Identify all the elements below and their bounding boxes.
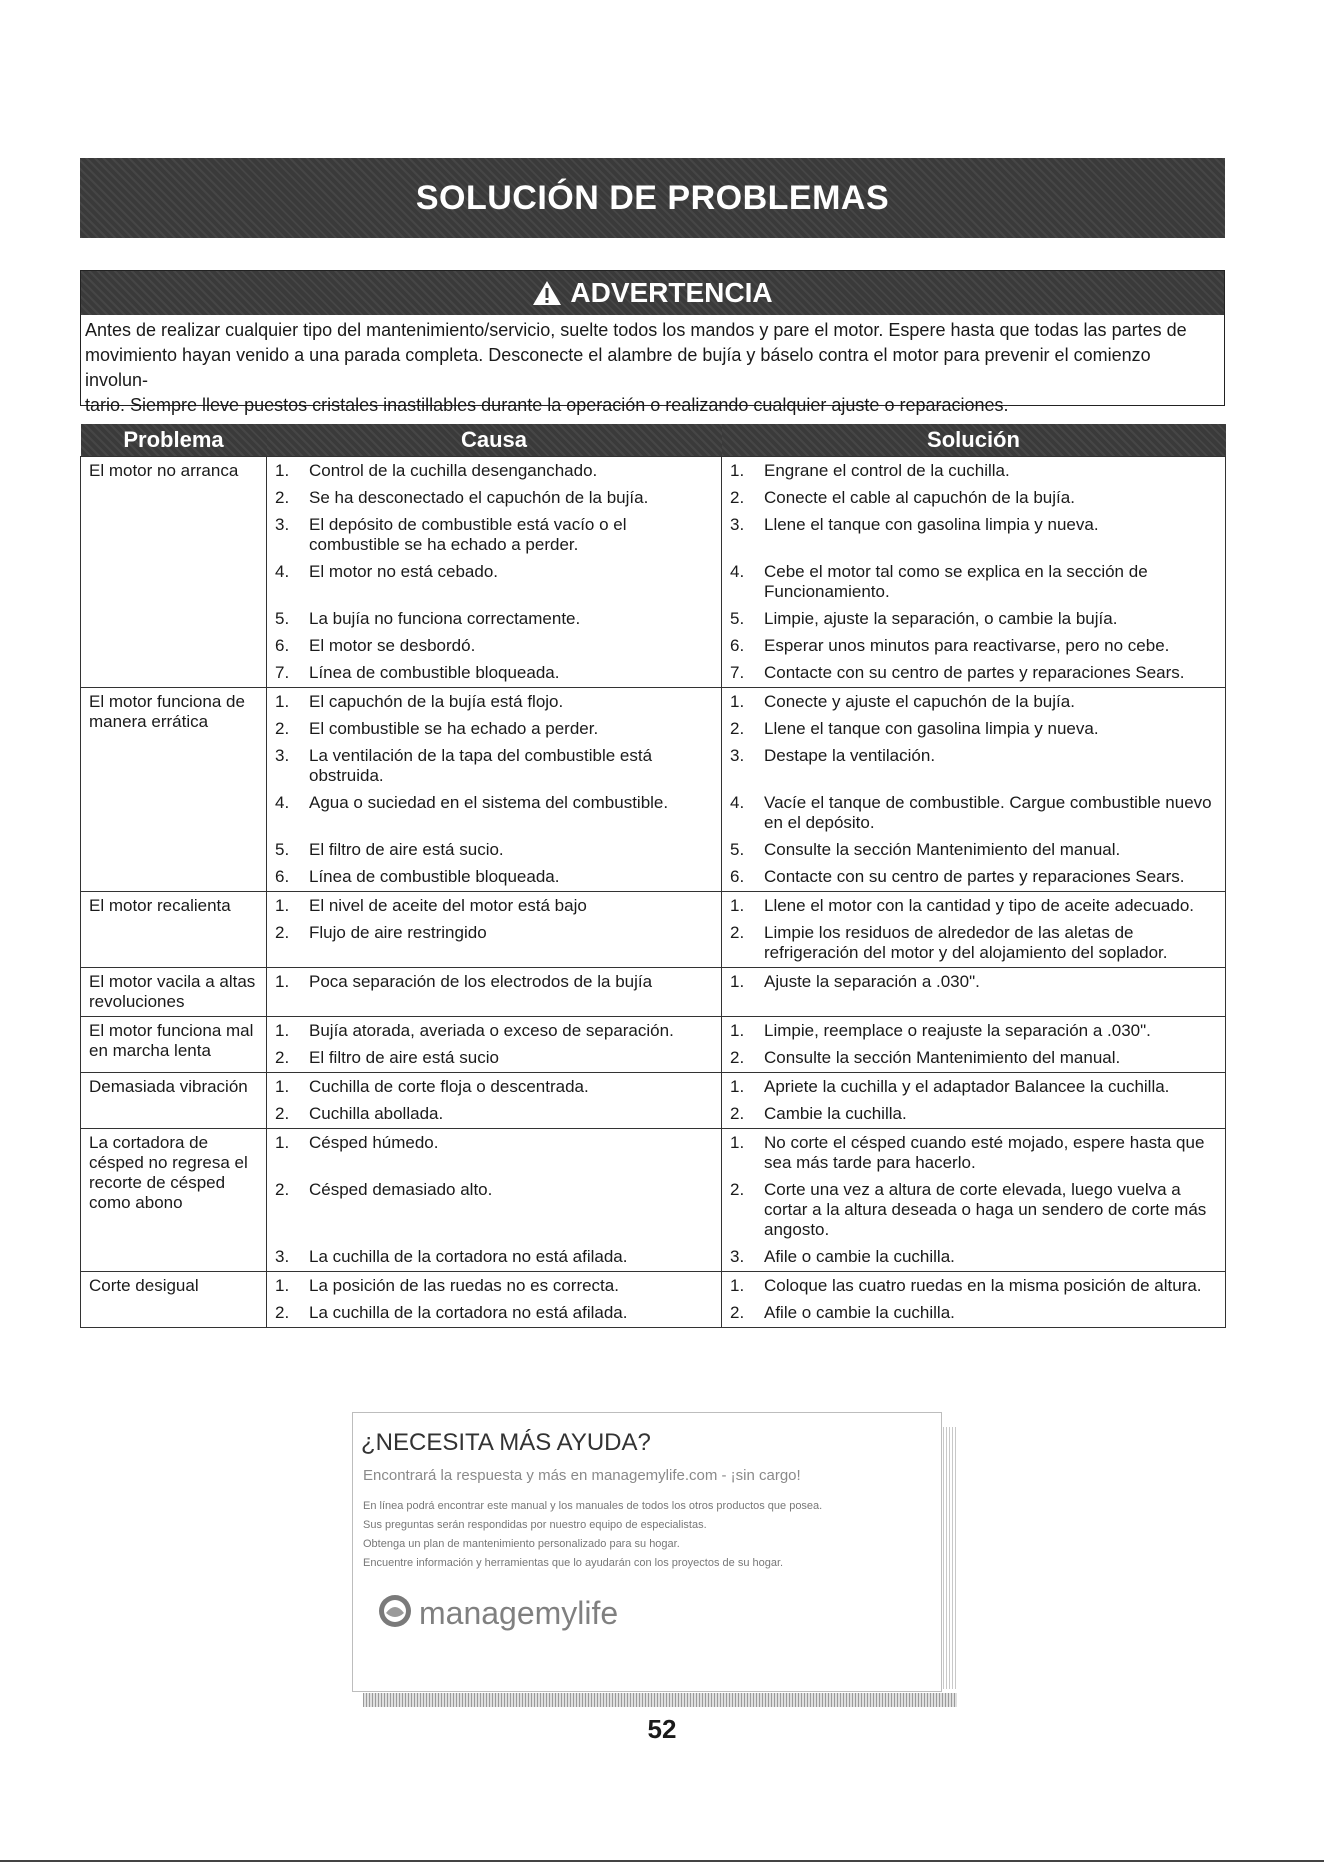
- cause-item: [275, 867, 715, 887]
- solution-item: [730, 562, 1219, 602]
- cause-number: 7.: [275, 663, 290, 682]
- solution-list: [730, 1077, 1219, 1124]
- solution-item: [730, 488, 1219, 508]
- solution-number: 6.: [730, 867, 745, 886]
- problem-cell: Corte desigual: [81, 1272, 267, 1328]
- solution-number: 1.: [730, 692, 745, 711]
- cause-list: [275, 896, 715, 963]
- solution-text: Consulte la sección Mantenimiento del manual.: [764, 1048, 1121, 1067]
- cause-number: 1.: [275, 1133, 290, 1152]
- cause-item: [275, 663, 715, 683]
- solution-text: Cambie la cuchilla.: [764, 1104, 907, 1123]
- solution-text: Contacte con su centro de partes y reparaciones Sears.: [764, 867, 1185, 886]
- solution-number: 2.: [730, 1303, 745, 1322]
- solution-text: Apriete la cuchilla y el adaptador Balancee la cuchilla.: [764, 1077, 1170, 1096]
- cause-item: [275, 1048, 715, 1068]
- cause-text: La ventilación de la tapa del combustible está obstruida.: [309, 746, 653, 785]
- cause-text: Bujía atorada, averiada o exceso de separación.: [309, 1021, 674, 1040]
- solution-list: [730, 1133, 1219, 1267]
- solution-text: Llene el motor con la cantidad y tipo de aceite adecuado.: [764, 896, 1195, 915]
- cause-cell: [267, 1272, 722, 1328]
- solution-text: Limpie los residuos de alrededor de las aletas de refrigeración del motor y del alojamiento del soplador.: [764, 923, 1168, 962]
- solution-cell: [722, 968, 1226, 1017]
- solution-text: Conecte el cable al capuchón de la bujía.: [764, 488, 1075, 507]
- table-row: [81, 1129, 1226, 1272]
- cause-item: [275, 692, 715, 712]
- solution-item: [730, 609, 1219, 629]
- cause-text: Flujo de aire restringido: [309, 923, 487, 942]
- cause-item: [275, 896, 715, 916]
- cause-text: Línea de combustible bloqueada.: [309, 867, 560, 886]
- table-row: [81, 1017, 1226, 1073]
- solution-list: [730, 1276, 1219, 1323]
- solution-text: Conecte y ajuste el capuchón de la bujía.: [764, 692, 1075, 711]
- cause-number: 3.: [275, 746, 290, 765]
- cause-item: [275, 636, 715, 656]
- cause-list: [275, 1077, 715, 1124]
- problem-cell: El motor recalienta: [81, 892, 267, 968]
- cause-number: 5.: [275, 840, 290, 859]
- cause-number: 2.: [275, 1048, 290, 1067]
- cause-number: 1.: [275, 1021, 290, 1040]
- table-body: [81, 457, 1226, 1328]
- solution-cell: [722, 1017, 1226, 1073]
- cause-item: [275, 515, 715, 555]
- cause-number: 1.: [275, 1077, 290, 1096]
- cause-number: 3.: [275, 1247, 290, 1266]
- cause-item: [275, 923, 715, 963]
- cause-item: [275, 746, 715, 786]
- help-box-shadow: [943, 1427, 957, 1689]
- solution-number: 2.: [730, 1104, 745, 1123]
- cause-item: [275, 562, 715, 602]
- cause-number: 2.: [275, 719, 290, 738]
- solution-cell: [722, 1073, 1226, 1129]
- cause-text: El filtro de aire está sucio: [309, 1048, 499, 1067]
- solution-item: [730, 1021, 1219, 1041]
- cause-item: [275, 461, 715, 481]
- solution-number: 3.: [730, 515, 745, 534]
- solution-number: 1.: [730, 461, 745, 480]
- cause-number: 1.: [275, 461, 290, 480]
- table-row: [81, 688, 1226, 892]
- solution-item: [730, 1133, 1219, 1173]
- cause-number: 1.: [275, 692, 290, 711]
- solution-number: 2.: [730, 1048, 745, 1067]
- solution-number: 2.: [730, 1180, 745, 1199]
- cause-number: 3.: [275, 515, 290, 534]
- solution-text: Afile o cambie la cuchilla.: [764, 1303, 955, 1322]
- cause-text: El filtro de aire está sucio.: [309, 840, 504, 859]
- solution-item: [730, 923, 1219, 963]
- page-number: 52: [647, 1714, 677, 1744]
- cause-number: 4.: [275, 562, 290, 581]
- help-box: [352, 1412, 942, 1692]
- warning-triangle-icon: [532, 280, 562, 306]
- solution-text: No corte el césped cuando esté mojado, espere hasta que sea más tarde para hacerlo.: [764, 1133, 1205, 1172]
- troubleshooting-table: [80, 424, 1226, 1328]
- cause-list: [275, 1276, 715, 1323]
- logo-wordmark: managemylife: [419, 1595, 619, 1631]
- cause-cell: [267, 457, 722, 688]
- header-cause: Causa: [267, 424, 722, 457]
- cause-text: Cuchilla abollada.: [309, 1104, 444, 1123]
- help-subtitle: Encontrará la respuesta y más en managemylife.com - ¡sin cargo!: [363, 1467, 801, 1484]
- solution-cell: [722, 1129, 1226, 1272]
- solution-cell: [722, 457, 1226, 688]
- cause-text: La cuchilla de la cortadora no está afilada.: [309, 1247, 628, 1266]
- cause-text: Cuchilla de corte floja o descentrada.: [309, 1077, 589, 1096]
- table-row: [81, 968, 1226, 1017]
- cause-text: Agua o suciedad en el sistema del combustible.: [309, 793, 669, 812]
- solution-number: 6.: [730, 636, 745, 655]
- section-title: SOLUCIÓN DE PROBLEMAS: [415, 178, 890, 217]
- cause-text: El motor no está cebado.: [309, 562, 499, 581]
- table-header-row: [81, 424, 1226, 457]
- globe-icon: [377, 1593, 413, 1634]
- help-title: ¿NECESITA MÁS AYUDA?: [361, 1429, 651, 1456]
- cause-text: Se ha desconectado el capuchón de la bujía.: [309, 488, 649, 507]
- cause-cell: [267, 1073, 722, 1129]
- solution-list: [730, 461, 1219, 683]
- table-row: [81, 1272, 1226, 1328]
- help-line: Encuentre información y herramientas que lo ayudarán con los proyectos de su hogar.: [363, 1557, 784, 1569]
- solution-number: 1.: [730, 1133, 745, 1152]
- cause-number: 1.: [275, 972, 290, 991]
- solution-text: Llene el tanque con gasolina limpia y nueva.: [764, 719, 1099, 738]
- solution-number: 5.: [730, 609, 745, 628]
- solution-number: 7.: [730, 663, 745, 682]
- cause-number: 1.: [275, 896, 290, 915]
- problem-cell: El motor funciona mal en marcha lenta: [81, 1017, 267, 1073]
- problem-cell: El motor no arranca: [81, 457, 267, 688]
- cause-list: [275, 1133, 715, 1267]
- cause-number: 6.: [275, 867, 290, 886]
- solution-number: 1.: [730, 896, 745, 915]
- cause-text: La cuchilla de la cortadora no está afilada.: [309, 1303, 628, 1322]
- solution-item: [730, 972, 1219, 992]
- warning-box: [80, 270, 1225, 415]
- solution-text: Esperar unos minutos para reactivarse, pero no cebe.: [764, 636, 1170, 655]
- problem-cell: El motor funciona de manera errática: [81, 688, 267, 892]
- solution-number: 4.: [730, 562, 745, 581]
- help-line: En línea podrá encontrar este manual y los manuales de todos los otros productos que posea.: [363, 1500, 823, 1512]
- cause-text: La posición de las ruedas no es correcta.: [309, 1276, 619, 1295]
- solution-cell: [722, 892, 1226, 968]
- solution-item: [730, 793, 1219, 833]
- solution-item: [730, 1276, 1219, 1296]
- solution-item: [730, 692, 1219, 712]
- bottom-rule: [0, 1860, 1324, 1862]
- solution-item: [730, 461, 1219, 481]
- warning-line: Antes de realizar cualquier tipo del mantenimiento/servicio, suelte todos los mandos y pare el motor. Espere hasta que todas las partes de: [85, 320, 1187, 340]
- warning-header: [81, 271, 1224, 315]
- solution-text: Ajuste la separación a .030".: [764, 972, 980, 991]
- cause-item: [275, 793, 715, 833]
- problem-cell: El motor vacila a altas revoluciones: [81, 968, 267, 1017]
- cause-item: [275, 1077, 715, 1097]
- cause-list: [275, 972, 715, 992]
- solution-cell: [722, 688, 1226, 892]
- solution-item: [730, 746, 1219, 786]
- cause-text: El nivel de aceite del motor está bajo: [309, 896, 587, 915]
- solution-list: [730, 692, 1219, 887]
- cause-item: [275, 609, 715, 629]
- warning-label: ADVERTENCIA: [570, 277, 773, 308]
- cause-number: 5.: [275, 609, 290, 628]
- warning-line: tario. Siempre lleve puestos cristales inastillables durante la operación o realizando cualquier ajuste o reparaciones.: [85, 395, 1009, 415]
- cause-item: [275, 719, 715, 739]
- solution-item: [730, 867, 1219, 887]
- warning-text: [81, 315, 1224, 418]
- cause-number: 2.: [275, 923, 290, 942]
- warning-line: movimiento hayan venido a una parada completa. Desconecte el alambre de bujía y báselo contra el motor para prevenir el comienzo involun-: [85, 345, 1151, 390]
- solution-text: Corte una vez a altura de corte elevada, luego vuelva a cortar a la altura deseada o haga un sendero de corte más angosto.: [764, 1180, 1207, 1239]
- solution-text: Afile o cambie la cuchilla.: [764, 1247, 955, 1266]
- solution-text: Limpie, ajuste la separación, o cambie la bujía.: [764, 609, 1118, 628]
- table-row: [81, 1073, 1226, 1129]
- solution-item: [730, 636, 1219, 656]
- cause-text: Línea de combustible bloqueada.: [309, 663, 560, 682]
- cause-item: [275, 972, 715, 992]
- cause-text: Césped húmedo.: [309, 1133, 439, 1152]
- cause-list: [275, 461, 715, 683]
- solution-number: 2.: [730, 719, 745, 738]
- cause-item: [275, 1180, 715, 1240]
- cause-item: [275, 1303, 715, 1323]
- solution-text: Llene el tanque con gasolina limpia y nueva.: [764, 515, 1099, 534]
- help-line: Obtenga un plan de mantenimiento personalizado para su hogar.: [363, 1538, 680, 1550]
- cause-item: [275, 1133, 715, 1173]
- solution-number: 3.: [730, 1247, 745, 1266]
- cause-number: 2.: [275, 1303, 290, 1322]
- problem-cell: La cortadora de césped no regresa el recorte de césped como abono: [81, 1129, 267, 1272]
- solution-item: [730, 719, 1219, 739]
- cause-cell: [267, 892, 722, 968]
- cause-list: [275, 692, 715, 887]
- problem-cell: Demasiada vibración: [81, 1073, 267, 1129]
- solution-item: [730, 663, 1219, 683]
- solution-list: [730, 896, 1219, 963]
- solution-text: Limpie, reemplace o reajuste la separación a .030".: [764, 1021, 1151, 1040]
- cause-text: Césped demasiado alto.: [309, 1180, 493, 1199]
- cause-cell: [267, 688, 722, 892]
- solution-number: 2.: [730, 488, 745, 507]
- cause-text: Control de la cuchilla desenganchado.: [309, 461, 598, 480]
- solution-item: [730, 1048, 1219, 1068]
- solution-item: [730, 896, 1219, 916]
- cause-number: 2.: [275, 1104, 290, 1123]
- section-title-bar: [80, 158, 1225, 238]
- cause-item: [275, 1104, 715, 1124]
- cause-number: 2.: [275, 1180, 290, 1199]
- cause-cell: [267, 1129, 722, 1272]
- help-line: Sus preguntas serán respondidas por nuestro equipo de especialistas.: [363, 1519, 707, 1531]
- solution-text: Destape la ventilación.: [764, 746, 936, 765]
- solution-number: 1.: [730, 1077, 745, 1096]
- solution-list: [730, 1021, 1219, 1068]
- table-row: [81, 457, 1226, 688]
- solution-number: 1.: [730, 1276, 745, 1295]
- solution-number: 1.: [730, 1021, 745, 1040]
- solution-item: [730, 1247, 1219, 1267]
- help-box-shadow: [363, 1693, 957, 1707]
- cause-list: [275, 1021, 715, 1068]
- cause-text: El depósito de combustible está vacío o el combustible se ha echado a perder.: [309, 515, 627, 554]
- cause-number: 4.: [275, 793, 290, 812]
- solution-item: [730, 840, 1219, 860]
- cause-number: 6.: [275, 636, 290, 655]
- solution-text: Cebe el motor tal como se explica en la sección de Funcionamiento.: [764, 562, 1148, 601]
- solution-text: Coloque las cuatro ruedas en la misma posición de altura.: [764, 1276, 1202, 1295]
- cause-number: 2.: [275, 488, 290, 507]
- cause-text: El motor se desbordó.: [309, 636, 476, 655]
- cause-text: El capuchón de la bujía está flojo.: [309, 692, 564, 711]
- cause-cell: [267, 968, 722, 1017]
- cause-item: [275, 1247, 715, 1267]
- solution-item: [730, 1303, 1219, 1323]
- solution-text: Contacte con su centro de partes y reparaciones Sears.: [764, 663, 1185, 682]
- solution-text: Consulte la sección Mantenimiento del manual.: [764, 840, 1121, 859]
- cause-item: [275, 1276, 715, 1296]
- header-problem: Problema: [81, 424, 267, 457]
- header-solution: Solución: [722, 424, 1226, 457]
- solution-number: 3.: [730, 746, 745, 765]
- solution-item: [730, 1077, 1219, 1097]
- solution-number: 4.: [730, 793, 745, 812]
- cause-item: [275, 1021, 715, 1041]
- solution-cell: [722, 1272, 1226, 1328]
- solution-text: Engrane el control de la cuchilla.: [764, 461, 1010, 480]
- solution-number: 2.: [730, 923, 745, 942]
- cause-item: [275, 488, 715, 508]
- solution-item: [730, 515, 1219, 555]
- cause-number: 1.: [275, 1276, 290, 1295]
- solution-number: 1.: [730, 972, 745, 991]
- solution-list: [730, 972, 1219, 992]
- cause-text: El combustible se ha echado a perder.: [309, 719, 599, 738]
- solution-item: [730, 1180, 1219, 1240]
- managemylife-logo: [377, 1593, 618, 1634]
- cause-text: Poca separación de los electrodos de la bujía: [309, 972, 653, 991]
- solution-number: 5.: [730, 840, 745, 859]
- solution-text: Vacíe el tanque de combustible. Cargue combustible nuevo en el depósito.: [764, 793, 1212, 832]
- help-lines: [363, 1497, 822, 1573]
- cause-cell: [267, 1017, 722, 1073]
- cause-text: La bujía no funciona correctamente.: [309, 609, 581, 628]
- cause-item: [275, 840, 715, 860]
- solution-item: [730, 1104, 1219, 1124]
- table-row: [81, 892, 1226, 968]
